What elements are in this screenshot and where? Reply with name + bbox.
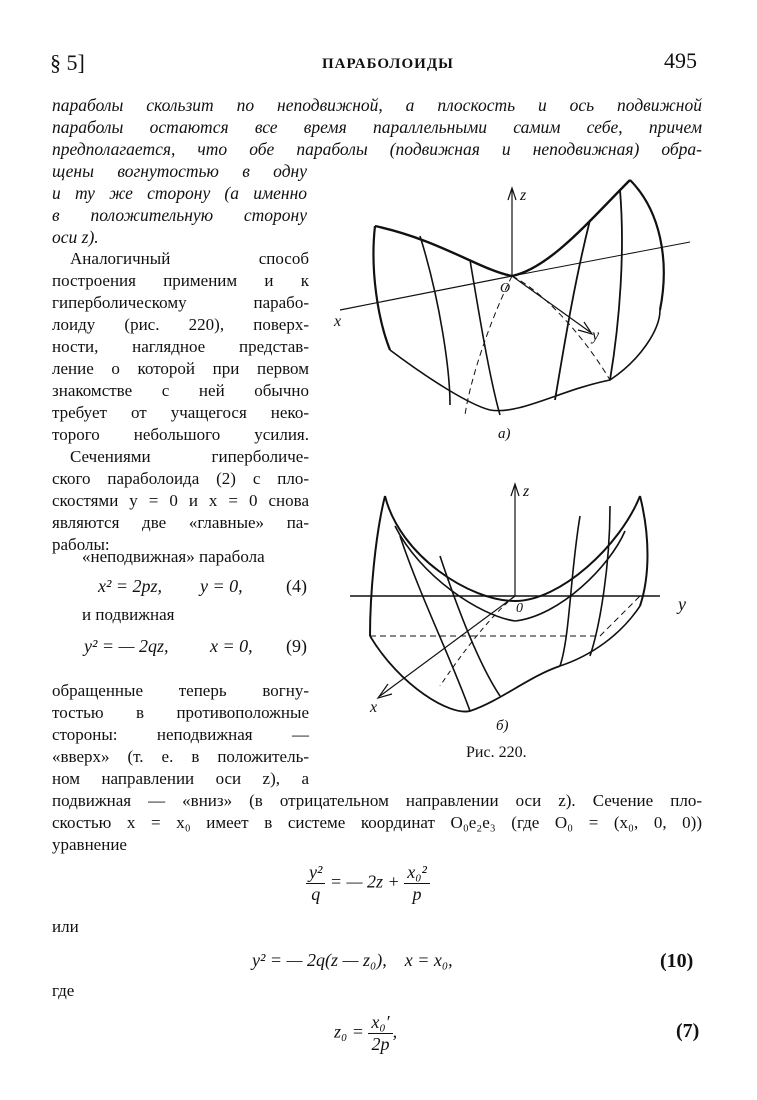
z-axis-label: z [523,483,530,500]
equation-10-number: (10) [660,950,694,972]
surface-edge [490,310,660,411]
saddle-curve [385,496,640,601]
italic-line: щены вогнутостью в одну [52,161,307,181]
equation-7-lhs: z₀ = [334,1021,364,1042]
surface-edge [630,180,664,310]
text-line: являются две «главные» па- [52,513,309,532]
equation-9-rhs: x = 0, [210,636,253,656]
text-line: скостями y = 0 и x = 0 снова [52,491,309,510]
equation-7 [334,1012,397,1055]
text-line: тостью в противоположные [52,703,309,722]
moving-parabola-label: и подвижная [82,605,175,624]
equation-9-number: (9) [286,636,307,656]
y-axis-label: y [678,594,686,614]
equation-middle: = — 2z + [329,871,400,892]
figure-a-hyperbolic-paraboloid [320,160,705,450]
moving-parabola-dashed [440,596,515,686]
italic-line: параболы остаются все время параллельными самим себе, причем [52,117,702,137]
text-line: раболы: [52,535,110,554]
moving-parabola-dashed [465,276,512,415]
equation-9-lhs: y² = — 2qz, [84,636,169,656]
equation-4-lhs: x² = 2pz, [98,576,163,596]
italic-line: параболы скользит по неподвижной, а плоскость и ось подвижной [52,95,702,115]
text-line: ности, наглядное представ- [52,337,309,356]
equation-7-number: (7) [676,1020,700,1042]
surface-edge [640,496,648,606]
text-line: Аналогичный способ [70,249,309,268]
surface-edge [390,350,490,410]
italic-line: в положительную сторону [52,205,307,225]
text-line: ление о которой при первом [52,359,309,378]
text-line: ном направлении оси z), а [52,769,309,788]
text-line: Сечениями гиперболиче- [70,447,309,466]
italic-line: оси z). [52,227,99,247]
equation-fraction [306,862,430,905]
denominator: p [412,884,422,904]
text-line: знакомстве с ней обычно [52,381,309,400]
running-title: ПАРАБОЛОИДЫ [322,56,454,72]
surface-edge [370,496,385,636]
section-number: § 5] [50,50,85,75]
numerator: y² [306,862,325,884]
text-line: ского параболоида (2) с пло- [52,469,309,488]
denominator: q [311,884,321,904]
origin-label: 0 [516,601,523,616]
text-line: стороны: неподвижная — [52,725,309,744]
or-word: или [52,917,79,936]
fixed-parabola-curve [375,180,630,276]
fraction-right [404,862,430,905]
y-axis-label: y [592,327,600,344]
text-line: построения применим и к [52,271,309,290]
parabola-section [610,190,622,380]
fraction-left [306,862,325,905]
equation-7-tail: , [392,1021,398,1042]
text-line: гиперболическому парабо- [52,293,309,312]
y-axis [512,276,590,332]
text-line: «вверх» (т. е. в положитель- [52,747,309,766]
text-line: требует от учащегося неко- [52,403,309,422]
z-axis-label: z [520,187,527,204]
figure-a-label: a) [498,426,511,442]
text-line: подвижная — «вниз» (в отрицательном направлении оси z). Сечение пло- [52,791,702,810]
figure-b-label: б) [496,718,509,734]
numerator: x₀² [404,862,430,884]
figure-b-hyperbolic-paraboloid [340,456,710,746]
x-axis-label: x [370,699,378,716]
origin-label: O [500,281,511,296]
surface-edge [370,636,560,712]
x-axis [380,596,515,696]
page-number: 495 [664,48,697,73]
where-word: где [52,981,75,1000]
equation-4-rhs: y = 0, [200,576,243,596]
numerator: x₀′ [368,1012,392,1034]
x-axis-arrow [378,684,392,698]
surface-edge [373,226,390,350]
equation-10: y² = — 2q(z — z₀), x = x₀, [252,950,453,970]
text-line: уравнение [52,835,127,854]
fixed-parabola-label: «неподвижная» парабола [82,547,265,566]
fraction-z0 [368,1012,392,1055]
parabola-section [590,506,610,656]
text-line: скостью x = x₀ имеет в системе координат O₀e₂e₃ (где O₀ = (x₀, 0, 0)) [52,813,702,832]
parabola-section [470,260,500,415]
saddle-curve [395,526,625,621]
parabola-section [420,236,450,405]
text-line: торого небольшого усилия. [52,425,309,444]
x-axis-label: x [334,313,342,330]
equation-4-number: (4) [286,576,307,596]
text-line: обращенные теперь вогну- [52,681,309,700]
italic-line: и ту же сторону (а именно [52,183,307,203]
italic-line: предполагается, что обе параболы (подвижная и неподвижная) обра- [52,139,702,159]
figure-caption: Рис. 220. [466,744,527,761]
denominator: 2p [371,1034,390,1054]
text-line: лоиду (рис. 220), поверх- [52,315,309,334]
x-axis [340,276,512,310]
